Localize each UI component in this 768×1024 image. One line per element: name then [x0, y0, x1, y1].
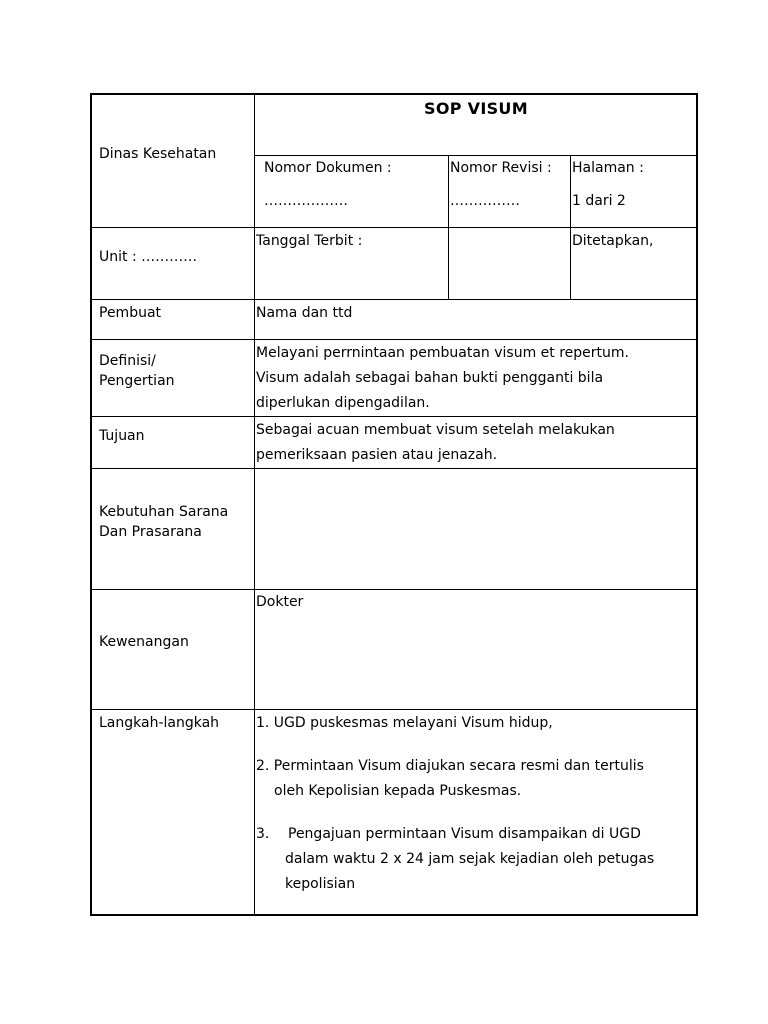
sarana-label: Kebutuhan Sarana — [99, 504, 229, 520]
definisi-label: Definisi/ — [99, 353, 156, 369]
revision-value: …………… — [450, 193, 520, 209]
row-separator — [90, 589, 698, 590]
revision-label: Nomor Revisi : — [450, 160, 552, 176]
definisi-label: Pengertian — [99, 373, 175, 389]
step-2-continued: oleh Kepolisian kepada Puskesmas. — [274, 783, 522, 799]
row-separator — [90, 416, 698, 417]
kewenangan-label: Kewenangan — [99, 634, 189, 650]
pembuat-value: Nama dan ttd — [256, 305, 353, 321]
pembuat-label: Pembuat — [99, 305, 162, 321]
doc-number-value: ……………… — [264, 193, 348, 209]
table-border-left — [90, 93, 92, 916]
row-separator — [90, 468, 698, 469]
step-2: 2. Permintaan Visum diajukan secara resmi dan tertulis — [256, 758, 644, 774]
header-title-divider — [254, 155, 698, 156]
document-title: SOP VISUM — [424, 99, 528, 118]
step-1: 1. UGD puskesmas melayani Visum hidup, — [256, 715, 553, 731]
step-3: Pengajuan permintaan Visum disampaikan di UGD — [288, 826, 641, 842]
step-3-continued: kepolisian — [285, 876, 356, 892]
agency-name: Dinas Kesehatan — [99, 146, 217, 162]
table-border-bottom — [90, 914, 698, 916]
approved-label: Ditetapkan, — [572, 233, 654, 249]
tujuan-text: pemeriksaan pasien atau jenazah. — [256, 447, 498, 463]
row-separator — [90, 339, 698, 340]
column-divider — [254, 93, 255, 916]
unit-label: Unit : ………… — [99, 249, 198, 265]
table-border-right — [696, 93, 698, 916]
issue-date-label: Tanggal Terbit : — [256, 233, 363, 249]
tujuan-text: Sebagai acuan membuat visum setelah melakukan — [256, 422, 615, 438]
definisi-text: Visum adalah sebagai bahan bukti pengganti bila — [256, 370, 604, 386]
page-value: 1 dari 2 — [572, 193, 626, 209]
doc-number-label: Nomor Dokumen : — [264, 160, 392, 176]
definisi-text: diperlukan dipengadilan. — [256, 395, 430, 411]
kewenangan-value: Dokter — [256, 594, 304, 610]
sarana-label: Dan Prasarana — [99, 524, 202, 540]
row-separator — [90, 227, 698, 228]
page-label: Halaman : — [572, 160, 644, 176]
row-separator — [90, 299, 698, 300]
tujuan-label: Tujuan — [99, 428, 145, 444]
step-3-number: 3. — [256, 826, 270, 842]
step-3-continued: dalam waktu 2 x 24 jam sejak kejadian oleh petugas — [285, 851, 655, 867]
langkah-label: Langkah-langkah — [99, 715, 220, 731]
row-separator — [90, 709, 698, 710]
definisi-text: Melayani perrnintaan pembuatan visum et repertum. — [256, 345, 629, 361]
table-border-top — [90, 93, 698, 95]
